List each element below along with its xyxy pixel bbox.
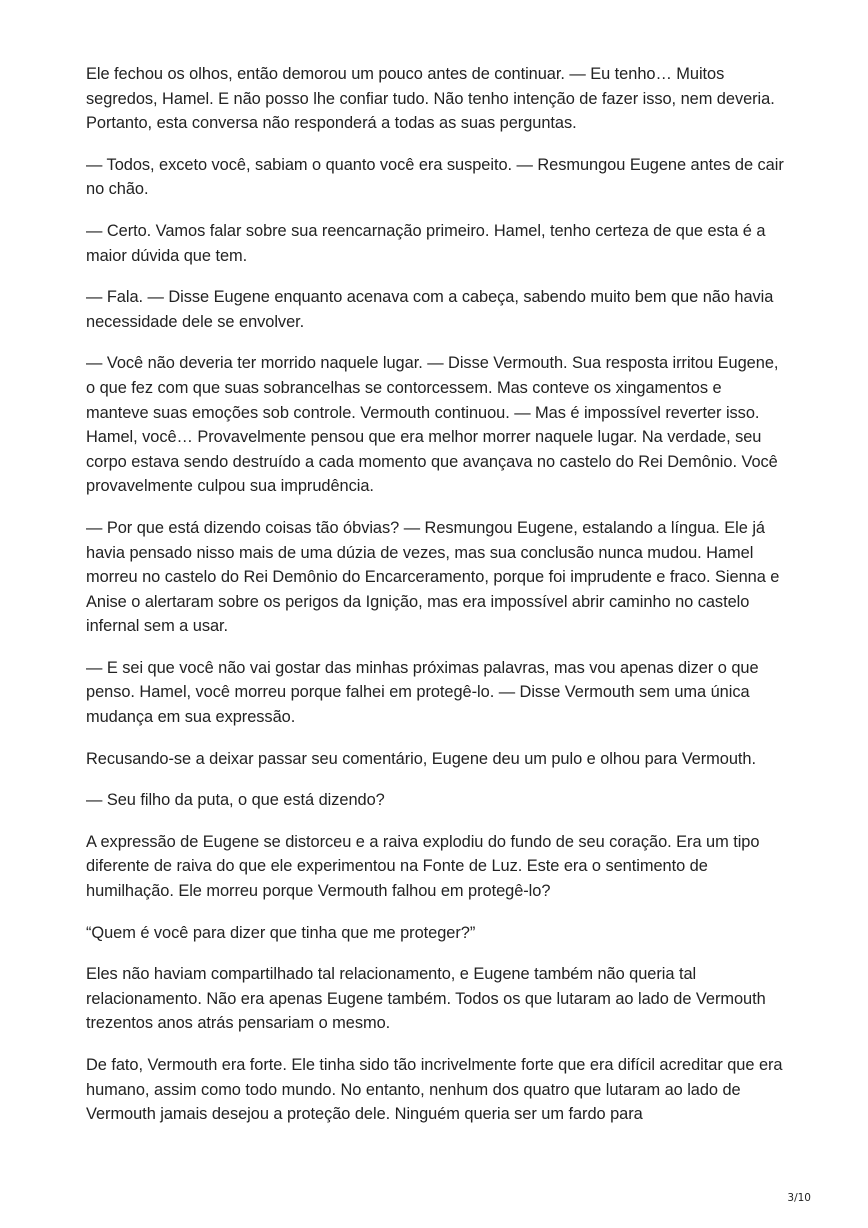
paragraph: — Por que está dizendo coisas tão óbvias? — Resmungou Eugene, estalando a língua. Ele já havia pensado nisso mais de uma dúzia de vezes, mas sua conclusão nunca mudou. Hamel morreu no castelo do Rei Demônio do Encarceramento, porque foi imprudente e fraco. Sienna e Anise o alertaram sobre os perigos da Ignição, mas era impossível abrir caminho no castelo infernal sem a usar. — [86, 518, 780, 636]
paragraph: Ele fechou os olhos, então demorou um pouco antes de continuar. — Eu tenho… Muitos segredos, Hamel. E não posso lhe confiar tudo. Não tenho intenção de fazer isso, nem deveria. Portanto, esta conversa não responderá a todas as suas perguntas. — [86, 65, 775, 133]
paragraph: — Certo. Vamos falar sobre sua reencarnação primeiro. Hamel, tenho certeza de que esta é a maior dúvida que tem. — [86, 221, 766, 265]
document-body — [86, 62, 786, 1144]
paragraph: Recusando-se a deixar passar seu comentário, Eugene deu um pulo e olhou para Vermouth. — [86, 749, 756, 768]
page-number: 3/10 — [787, 1192, 811, 1204]
paragraph: Eles não haviam compartilhado tal relacionamento, e Eugene também não queria tal relacionamento. Não era apenas Eugene também. Todos os que lutaram ao lado de Vermouth trezentos anos atrás pensariam o mesmo. — [86, 965, 766, 1033]
paragraph: A expressão de Eugene se distorceu e a raiva explodiu do fundo de seu coração. Era um tipo diferente de raiva do que ele experimentou na Fonte de Luz. Este era o sentimento de humilhação. Ele morreu porque Vermouth falhou em protegê-lo? — [86, 832, 760, 901]
paragraph: De fato, Vermouth era forte. Ele tinha sido tão incrivelmente forte que era difícil acreditar que era humano, assim como todo mundo. No entanto, nenhum dos quatro que lutaram ao lado de Vermouth jamais desejou a proteção dele. Ninguém queria ser um fardo para — [86, 1056, 783, 1124]
paragraph: — Seu filho da puta, o que está dizendo? — [86, 791, 385, 810]
paragraph: — E sei que você não vai gostar das minhas próximas palavras, mas vou apenas dizer o que penso. Hamel, você morreu porque falhei em protegê-lo. — Disse Vermouth sem uma única mudança em sua expressão. — [86, 658, 759, 727]
paragraph: — Você não deveria ter morrido naquele lugar. — Disse Vermouth. Sua resposta irritou Eugene, o que fez com que suas sobrancelhas se contorcessem. Mas conteve os xingamentos e manteve suas emoções sob controle. Vermouth continuou. — Mas é impossível reverter isso. Hamel, você… Provavelmente pensou que era melhor morrer naquele lugar. Na verdade, seu corpo estava sendo destruído a cada momento que avançava no castelo do Rei Demônio. Você provavelmente culpou sua imprudência. — [86, 354, 779, 496]
paragraph: — Todos, exceto você, sabiam o quanto você era suspeito. — Resmungou Eugene antes de cair no chão. — [86, 155, 784, 199]
paragraph: “Quem é você para dizer que tinha que me proteger?” — [86, 923, 476, 942]
paragraph: — Fala. — Disse Eugene enquanto acenava com a cabeça, sabendo muito bem que não havia necessidade dele se envolver. — [86, 288, 774, 331]
